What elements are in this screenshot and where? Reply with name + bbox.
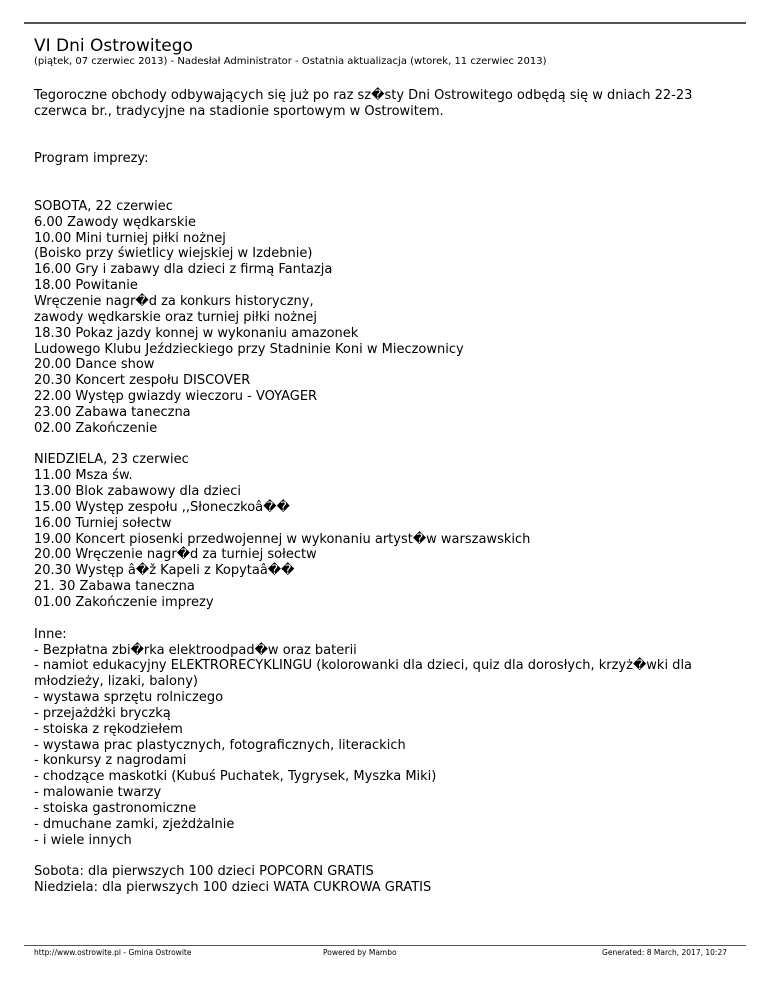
schedule-item: 21. 30 Zabawa taneczna — [34, 579, 195, 595]
attraction-item: - wystawa sprzętu rolniczego — [34, 690, 224, 706]
attraction-item: - Bezpłatna zbi�rka elektroodpad�w oraz baterii — [34, 642, 357, 658]
article-meta: (piątek, 07 czerwiec 2013) - Nadesłał Administrator - Ostatnia aktualizacja (wtorek, 11 czerwiec 2013) — [34, 56, 547, 67]
schedule-item: 10.00 Mini turniej piłki nożnej — [34, 230, 226, 246]
attraction-item: - i wiele innych — [34, 832, 132, 848]
attraction-item: - przejażdżki bryczką — [34, 705, 171, 721]
schedule-item: 01.00 Zakończenie imprezy — [34, 595, 214, 610]
schedule-item: 16.00 Turniej sołectw — [34, 515, 172, 531]
article-body — [34, 88, 724, 896]
schedule-item: 02.00 Zakończenie — [34, 420, 158, 436]
schedule-item: 15.00 Występ zespołu ,,Słoneczkoâ�� — [34, 499, 290, 515]
other-attractions — [34, 627, 724, 849]
schedule-item: 18.30 Pokaz jazdy konnej w wykonaniu amazonek — [34, 325, 359, 341]
schedule-item: 20.30 Występ â�ž Kapeli z Kopytaâ�� — [34, 563, 295, 579]
schedule-item: zawody wędkarskie oraz turniej piłki nożnej — [34, 309, 317, 325]
schedule-item: 16.00 Gry i zabawy dla dzieci z firmą Fantazja — [34, 262, 333, 278]
free-offer-sunday: Niedziela: dla pierwszych 100 dzieci WATA CUKROWA GRATIS — [34, 880, 432, 896]
attraction-item: - stoiska gastronomiczne — [34, 800, 197, 816]
schedule-item: 22.00 Występ gwiazdy wieczoru - VOYAGER — [34, 389, 318, 405]
schedule-item: 13.00 Blok zabawowy dla dzieci — [34, 484, 241, 500]
sunday-heading: NIEDZIELA, 23 czerwiec — [34, 452, 189, 468]
attraction-item: - wystawa prac plastycznych, fotograficznych, literackich — [34, 737, 406, 753]
schedule-item: 19.00 Koncert piosenki przedwojennej w wykonaniu artyst�w warszawskich — [34, 531, 531, 547]
sunday-schedule — [34, 452, 724, 610]
other-heading: Inne: — [34, 626, 67, 642]
attraction-item: - konkursy z nagrodami — [34, 753, 187, 769]
schedule-item: 18.00 Powitanie — [34, 278, 138, 294]
free-offer-saturday: Sobota: dla pierwszych 100 dzieci POPCORN GRATIS — [34, 864, 374, 880]
schedule-item: (Boisko przy świetlicy wiejskiej w Izdebnie) — [34, 246, 313, 262]
footer-site-url: http://www.ostrowite.pl - Gmina Ostrowite — [34, 948, 192, 957]
attraction-item: - chodzące maskotki (Kubuś Puchatek, Tygrysek, Myszka Miki) — [34, 769, 437, 785]
schedule-item: Wręczenie nagr�d za konkurs historyczny, — [34, 293, 314, 309]
saturday-heading: SOBOTA, 22 czerwiec — [34, 198, 173, 214]
attraction-item: - dmuchane zamki, zjeżdżalnie — [34, 816, 235, 832]
footer-generated-date: Generated: 8 March, 2017, 10:27 — [602, 948, 727, 957]
schedule-item: 20.00 Dance show — [34, 357, 155, 373]
attraction-item: - namiot edukacyjny ELEKTRORECYKLINGU (kolorowanki dla dzieci, quiz dla dorosłych, krzyż�wki dla młodzieży, lizaki, balony) — [34, 658, 693, 690]
schedule-item: Ludowego Klubu Jeździeckiego przy Stadninie Koni w Mieczownicy — [34, 341, 464, 357]
saturday-schedule — [34, 199, 724, 437]
top-divider — [24, 22, 746, 24]
attraction-item: - stoiska z rękodziełem — [34, 721, 183, 737]
schedule-item: 6.00 Zawody wędkarskie — [34, 214, 197, 230]
program-heading: Program imprezy: — [34, 151, 149, 167]
article-title: VI Dni Ostrowitego — [34, 36, 193, 56]
footer-powered-by: Powered by Mambo — [323, 948, 397, 957]
schedule-item: 23.00 Zabawa taneczna — [34, 404, 191, 420]
intro-paragraph: Tegoroczne obchody odbywających się już po raz sz�sty Dni Ostrowitego odbędą się w dniach 22-23 czerwca br., tradycyjne na stadionie sportowym w Ostrowitem. — [34, 88, 693, 119]
schedule-item: 11.00 Msza św. — [34, 468, 133, 484]
attraction-item: - malowanie twarzy — [34, 785, 162, 801]
schedule-item: 20.30 Koncert zespołu DISCOVER — [34, 373, 251, 389]
schedule-item: 20.00 Wręczenie nagr�d za turniej sołectw — [34, 547, 317, 563]
free-offers — [34, 864, 724, 896]
footer-divider — [24, 945, 746, 946]
